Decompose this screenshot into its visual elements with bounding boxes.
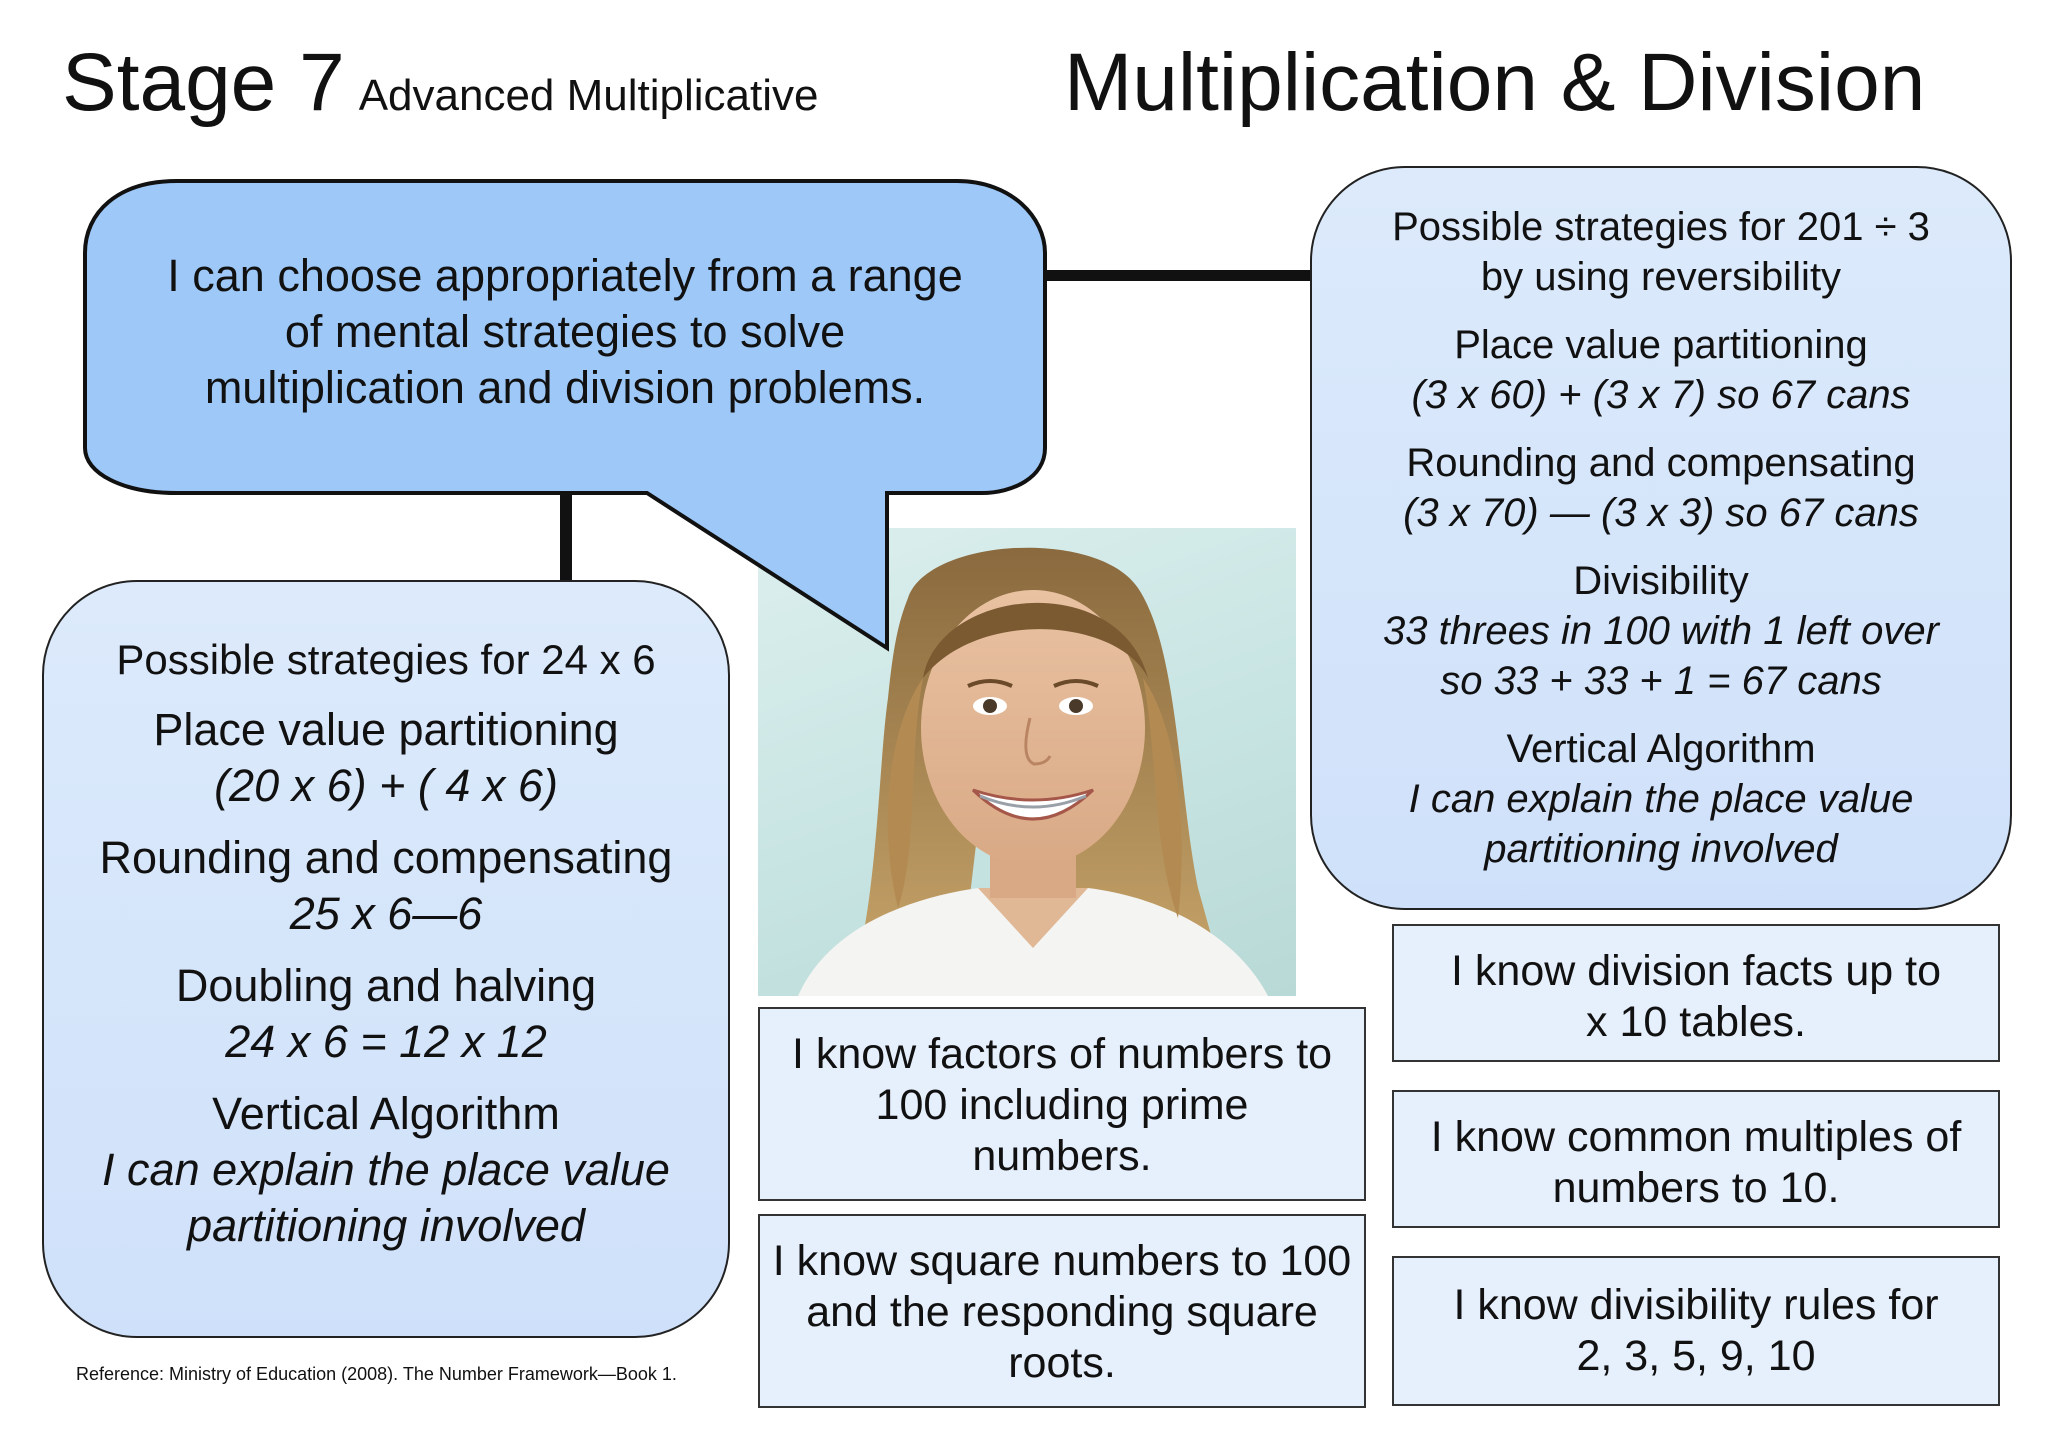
goal-line: I can choose appropriately from a range: [167, 250, 963, 301]
fact-line: numbers to 10.: [1552, 1164, 1840, 1212]
multiplication-strategies-box: [42, 580, 730, 1338]
goal-line: of mental strategies to solve: [284, 306, 846, 357]
stage-number: Stage 7: [62, 37, 345, 128]
strategy-example: partitioning involved: [1484, 827, 1838, 871]
strategy-example: 24 x 6 = 12 x 12: [225, 1016, 547, 1067]
strategy-name: Place value partitioning: [153, 704, 619, 755]
strategy-example: I can explain the place value: [102, 1144, 670, 1195]
fact-box-divisibility: [1392, 1256, 2000, 1406]
fact-line: I know common multiples of: [1430, 1113, 1962, 1161]
strategy-name: Divisibility: [1573, 559, 1749, 603]
strategy-example: (3 x 60) + (3 x 7) so 67 cans: [1411, 373, 1911, 417]
strategy-name: Place value partitioning: [1454, 323, 1868, 367]
strategy-example: (3 x 70) — (3 x 3) so 67 cans: [1403, 491, 1919, 535]
strategy-name: Vertical Algorithm: [1506, 727, 1816, 771]
fact-line: I know division facts up to: [1451, 947, 1941, 995]
fact-line: I know square numbers to 100: [772, 1237, 1352, 1285]
strategy-example: (20 x 6) + ( 4 x 6): [214, 760, 558, 811]
strategy-name: Vertical Algorithm: [212, 1088, 560, 1139]
goal-text: [110, 248, 1020, 416]
topic-title: Multiplication & Division: [1064, 37, 1926, 128]
strategy-name: Rounding and compensating: [1406, 441, 1916, 485]
multiplication-heading: Possible strategies for 24 x 6: [116, 636, 656, 683]
fact-box-squares: [758, 1214, 1366, 1408]
stage-title: [62, 36, 818, 130]
division-heading: by using reversibility: [1480, 255, 1842, 299]
connector-horizontal: [1040, 270, 1320, 281]
fact-line: roots.: [1008, 1339, 1116, 1387]
fact-line: numbers.: [972, 1132, 1152, 1180]
strategy-example: 33 threes in 100 with 1 left over: [1383, 609, 1939, 653]
fact-line: I know divisibility rules for: [1453, 1281, 1939, 1329]
fact-box-multiples: [1392, 1090, 2000, 1228]
fact-line: 100 including prime: [875, 1081, 1249, 1129]
fact-line: 2, 3, 5, 9, 10: [1576, 1332, 1816, 1380]
strategy-example: so 33 + 33 + 1 = 67 cans: [1440, 659, 1882, 703]
strategy-example: I can explain the place value: [1408, 777, 1914, 821]
fact-line: x 10 tables.: [1586, 998, 1806, 1046]
fact-box-factors: [758, 1007, 1366, 1201]
division-heading: Possible strategies for 201 ÷ 3: [1392, 205, 1930, 249]
strategy-example: 25 x 6—6: [289, 888, 483, 939]
reference-note: Reference: Ministry of Education (2008). The Number Framework—Book 1.: [76, 1364, 677, 1384]
fact-line: and the responding square: [806, 1288, 1318, 1336]
strategy-name: Doubling and halving: [175, 960, 597, 1011]
division-strategies-box: [1310, 166, 2012, 910]
stage-name: Advanced Multiplicative: [358, 71, 819, 120]
fact-line: I know factors of numbers to: [791, 1030, 1333, 1078]
strategy-name: Rounding and compensating: [99, 832, 673, 883]
fact-box-division-facts: [1392, 924, 2000, 1062]
goal-line: multiplication and division problems.: [204, 362, 926, 413]
strategy-example: partitioning involved: [187, 1200, 585, 1251]
